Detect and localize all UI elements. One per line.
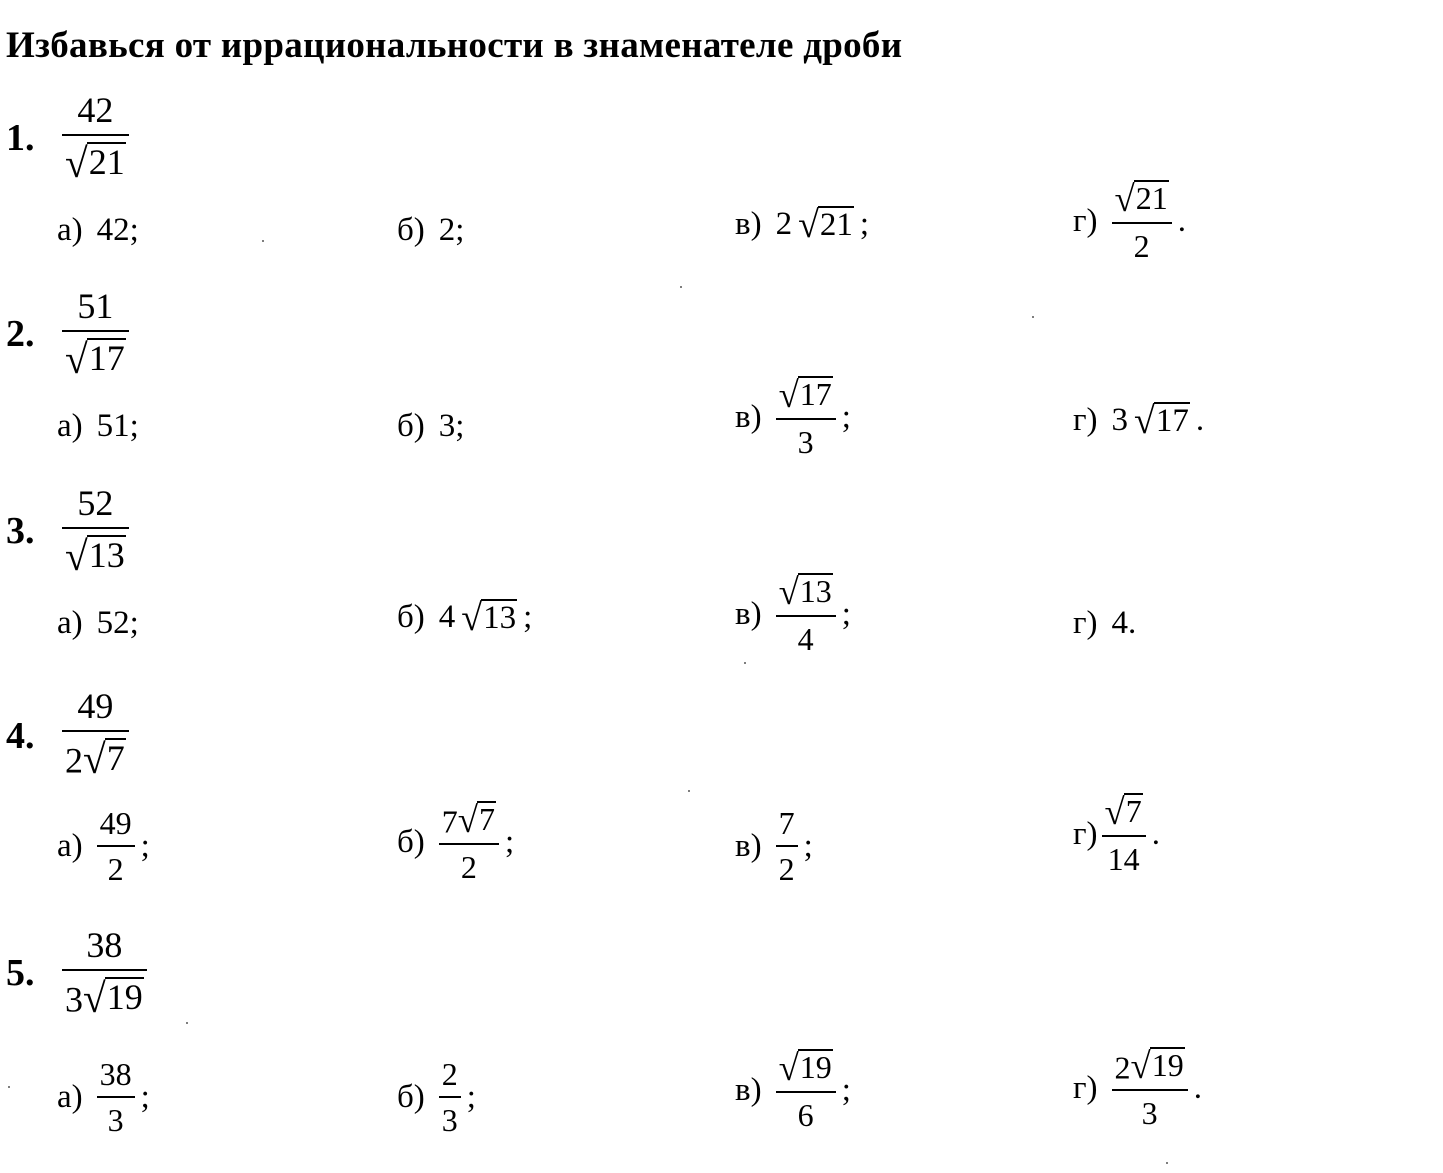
option-coef: 2: [1114, 1049, 1131, 1086]
option-suffix: ;: [523, 598, 533, 635]
scan-speck: [680, 286, 682, 288]
option-denominator: 3: [107, 1102, 124, 1138]
radicand: 7: [106, 738, 125, 778]
expr-numerator: 38: [86, 925, 123, 965]
option-label: г): [1073, 605, 1098, 641]
option-denominator: 6: [797, 1097, 814, 1134]
option-numerator: 2: [441, 1056, 458, 1092]
radicand: 19: [799, 1049, 832, 1085]
problem-expression: [62, 286, 129, 382]
option-label: г): [1073, 202, 1098, 239]
worksheet-title: Избавься от иррациональности в знаменателе дроби: [6, 25, 903, 66]
option-label: в): [735, 398, 762, 435]
option-numerator: 49: [99, 805, 132, 841]
option-numerator: 7: [778, 805, 795, 841]
expr-denominator: [62, 971, 147, 1021]
scan-speck: [186, 1022, 188, 1024]
sqrt-symbol: √ 19: [83, 974, 143, 1021]
sqrt-symbol: √ 17: [1134, 400, 1189, 443]
option-suffix: .: [1151, 815, 1160, 852]
option-suffix: ;: [841, 1071, 851, 1108]
expr-numerator: 52: [77, 483, 114, 523]
option-a[interactable]: [57, 1058, 150, 1136]
expr-denominator: [62, 529, 129, 579]
option-label: г): [1073, 401, 1098, 438]
radicand: 7: [478, 801, 495, 837]
option-fraction: [1112, 1045, 1188, 1132]
sqrt-symbol: √ 13: [778, 571, 832, 613]
option-denominator: 2: [1133, 228, 1150, 265]
option-value: 3;: [438, 408, 465, 444]
option-suffix: .: [1177, 202, 1186, 239]
radicand: 7: [1125, 793, 1142, 829]
option-label: а): [57, 408, 83, 444]
sqrt-symbol: √ 13: [65, 532, 125, 579]
option-denominator: 14: [1107, 841, 1140, 878]
option-label: в): [735, 1071, 762, 1108]
option-label: б): [397, 212, 425, 248]
option-value: 2;: [438, 212, 465, 248]
sqrt-symbol: √ 17: [65, 335, 125, 382]
option-label: б): [397, 823, 425, 860]
option-label: а): [57, 1078, 83, 1115]
option-suffix: ;: [504, 823, 515, 860]
option-suffix: .: [1195, 401, 1205, 438]
scan-speck: [744, 662, 746, 664]
problem-3: [0, 393, 1443, 658]
problem-number: 4.: [6, 715, 35, 757]
option-denominator: 4: [797, 621, 814, 658]
problem-number: 5.: [6, 952, 35, 994]
expr-denominator: [62, 732, 129, 782]
radicand: 17: [799, 376, 832, 412]
option-suffix: ;: [466, 1078, 476, 1115]
option-fraction: [97, 1058, 135, 1136]
option-label: а): [57, 827, 83, 864]
sqrt-symbol: √ 21: [1114, 178, 1168, 220]
option-label: в): [735, 205, 762, 242]
radicand: 21: [1135, 180, 1168, 216]
option-coef: 7: [441, 803, 458, 840]
option-label: б): [397, 408, 425, 444]
radicand: 13: [88, 535, 125, 575]
sqrt-symbol: √ 13: [461, 597, 517, 640]
radicand: 17: [1155, 403, 1189, 439]
problem-1: [0, 0, 1443, 265]
radicand: 13: [483, 600, 517, 636]
option-label: а): [57, 212, 83, 248]
option-value: 42;: [96, 212, 139, 248]
scan-speck: [8, 1086, 10, 1088]
option-denominator: 2: [107, 851, 124, 887]
radicand: 19: [106, 977, 143, 1017]
expr-denominator: [62, 136, 129, 186]
sqrt-symbol: √ 19: [778, 1047, 832, 1089]
sqrt-symbol: √ 17: [778, 374, 832, 416]
option-coef: 3: [1111, 401, 1129, 438]
radicand: 21: [88, 142, 125, 182]
scan-speck: [262, 240, 264, 242]
option-coef: 4: [438, 598, 456, 635]
sqrt-symbol: √ 19: [1130, 1045, 1184, 1087]
option-fraction: [776, 1047, 836, 1134]
sqrt-symbol: √ 7: [457, 799, 495, 841]
radicand: 19: [1151, 1047, 1184, 1083]
problem-number: 1.: [6, 117, 35, 159]
option-value: 51;: [96, 408, 139, 444]
option-value: 52;: [96, 605, 139, 641]
scan-speck: [1032, 316, 1034, 318]
option-label: а): [57, 605, 83, 641]
option-label: в): [735, 595, 762, 632]
sqrt-symbol: √ 7: [1104, 791, 1142, 833]
option-label: в): [735, 827, 762, 864]
option-denominator: 3: [797, 424, 814, 461]
problem-expression: [62, 686, 129, 782]
radicand: 13: [799, 573, 832, 609]
option-suffix: ;: [803, 827, 813, 864]
option-label: г): [1073, 815, 1098, 852]
option-label: г): [1073, 1069, 1098, 1106]
option-denominator: 3: [1141, 1095, 1158, 1132]
problem-number: 3.: [6, 510, 35, 552]
option-label: б): [397, 598, 425, 635]
expr-numerator: 51: [77, 286, 114, 326]
option-b[interactable]: [397, 1058, 476, 1136]
problem-5: [0, 833, 1443, 1138]
problem-4: [0, 590, 1443, 887]
scan-speck: [1166, 1162, 1168, 1164]
option-suffix: ;: [859, 205, 870, 242]
problem-expression: [62, 483, 129, 579]
problem-number: 2.: [6, 313, 35, 355]
option-v[interactable]: [735, 1047, 851, 1134]
scan-speck: [688, 790, 690, 792]
expr-numerator: 42: [77, 90, 114, 130]
option-coef: 2: [775, 205, 793, 242]
sqrt-symbol: √ 7: [83, 735, 125, 782]
den-coef: 3: [65, 979, 83, 1020]
problem-expression: [62, 90, 129, 186]
option-denominator: 2: [460, 849, 477, 886]
option-suffix: ;: [140, 827, 150, 864]
option-denominator: 2: [778, 851, 795, 887]
option-numerator: 38: [99, 1056, 132, 1092]
option-suffix: ;: [841, 595, 851, 632]
radicand: 21: [819, 207, 853, 243]
problem-expression: [62, 925, 147, 1021]
option-suffix: .: [1193, 1069, 1202, 1106]
option-label: б): [397, 1078, 425, 1115]
option-suffix: ;: [140, 1078, 150, 1115]
radicand: 17: [88, 338, 125, 378]
expr-denominator: [62, 332, 129, 382]
option-g[interactable]: [1073, 1045, 1202, 1132]
sqrt-symbol: √ 21: [798, 204, 853, 247]
den-coef: 2: [65, 740, 83, 781]
option-fraction: [439, 1058, 461, 1136]
sqrt-symbol: √ 21: [65, 139, 125, 186]
option-value: 4.: [1111, 605, 1137, 641]
problem-2: [0, 196, 1443, 461]
option-denominator: 3: [441, 1102, 458, 1138]
expr-numerator: 49: [77, 686, 114, 726]
option-suffix: ;: [841, 398, 851, 435]
